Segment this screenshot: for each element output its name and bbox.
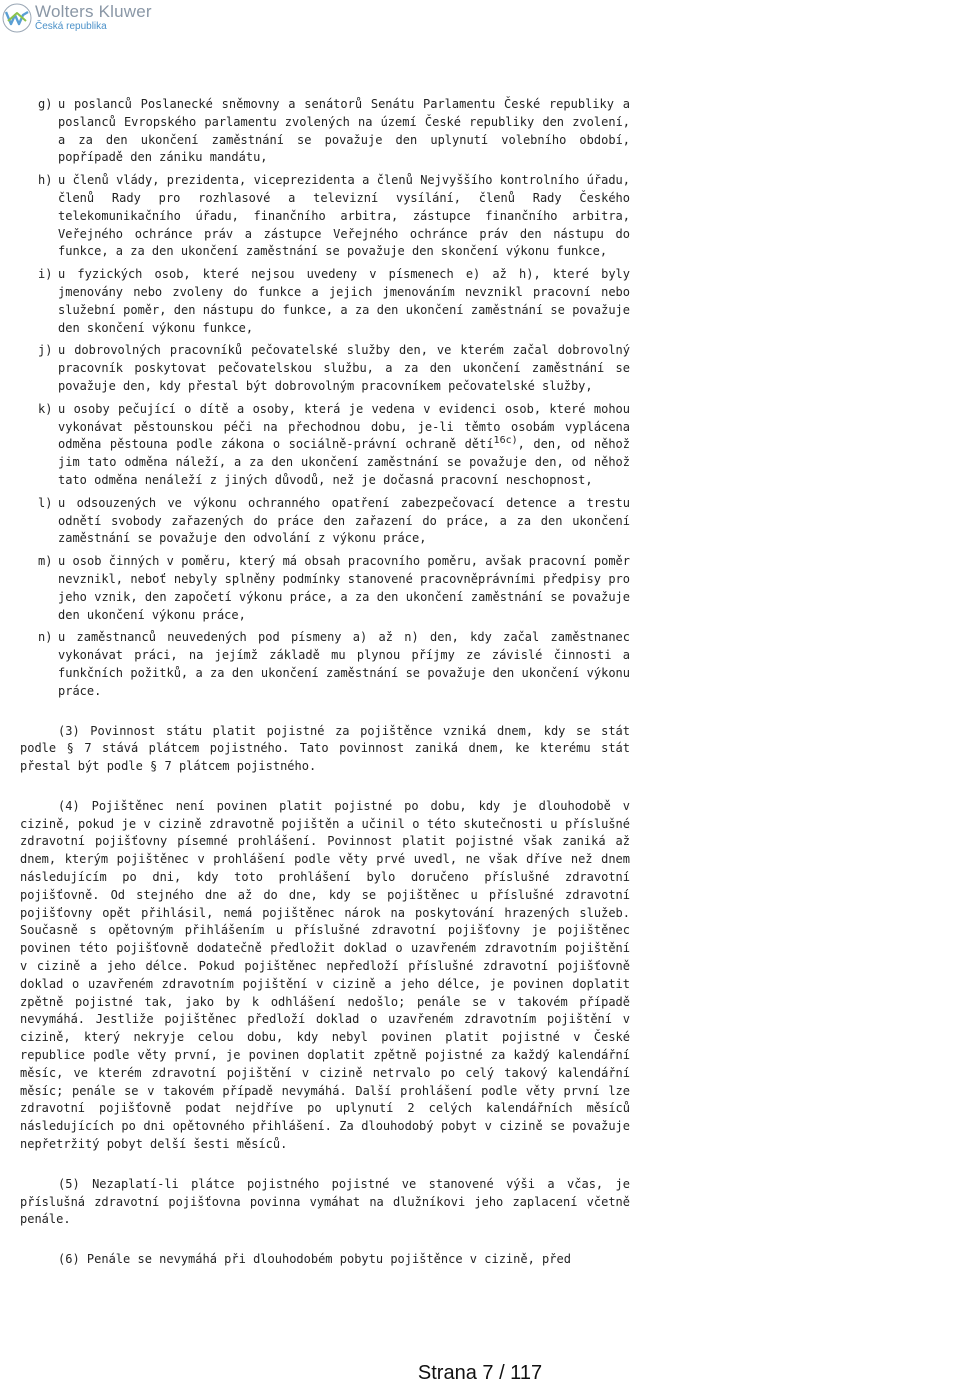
document-body bbox=[20, 96, 630, 1267]
publisher-logo bbox=[2, 3, 152, 37]
brand-name: Wolters Kluwer bbox=[35, 2, 152, 21]
paragraph-6: (6) Penále se nevymáhá při dlouhodobém pobytu pojištěnce v cizině, před bbox=[58, 1252, 571, 1267]
brand-region: Česká republika bbox=[35, 21, 107, 32]
item-label: k) bbox=[38, 401, 53, 416]
item-text: u poslanců Poslanecké sněmovny a senátorů Senátu Parlamentu České republiky a poslanců Evropského parlamentu zvolených na území České republiky den zvolení, a za den ukončení zaměstnání se považuje den uplynutí volebního období, popřípadě den zániku mandátu, bbox=[58, 97, 630, 165]
paragraph-4: (4) Pojištěnec není povinen platit pojistné po dobu, kdy je dlouhodobě v cizině, pokud je v cizině zdravotně pojištěn a učinil o této skutečnosti u příslušné zdravotní pojišťovny písemné prohlášení. Povinnost platit pojistné však zaniká až dnem, kterým pojištěnec v prohlášení podle věty prvé uvedl, ne však dříve než dnem následujícím po dni, kdy toto prohlášení bylo doručeno příslušné zdravotní pojišťovně. Od stejného dne až do dne, kdy se pojištěnec u příslušné zdravotní pojišťovny opět přihlásil, nemá pojištěnec nárok na poskytování hrazených služeb. Současně s opětovným přihlášením u příslušné zdravotní pojišťovny je pojištěnec povinen této pojišťovně dodatečně předložit doklad o uzavřeném zdravotním pojištění v cizině a jeho délce. Pokud pojištěnec nepředloží příslušné zdravotní pojišťovně doklad o uzavřeném zdravotním pojištění v cizině a jeho délce, je povinen doplatit zpětně pojistné tak, jako by k odhlášení nedošlo; penále se v takovém případě nevymáhá. Jestliže pojištěnec předloží doklad o uzavřeném zdravotním pojištění v cizině, který nekryje celou dobu, kdy nebyl povinen platit pojistné v České republice podle věty první, je povinen doplatit zpětně pojistné za každý kalendářní měsíc, ve kterém zdravotní pojištění v cizině netrvalo po celý takový kalendářní měsíc; penále se v takovém případě nevymáhá. Další prohlášení podle věty první lze zdravotní pojišťovně podat nejdříve po uplynutí 2 celých kalendářních měsíců následujících po dni opětovného přihlášení. Za dlouhodobý pobyt v cizině se považuje nepřetržitý pobyt delší šesti měsíců. bbox=[20, 798, 630, 1152]
item-text: u odsouzených ve výkonu ochranného opatření zabezpečovací detence a trestu odnětí svobody zařazených do práce den zařazení do práce, a za den ukončení zaměstnání se považuje den odvolání z výkonu práce, bbox=[58, 495, 630, 546]
footnote-reference[interactable]: 16c) bbox=[493, 435, 518, 447]
item-text: u zaměstnanců neuvedených pod písmeny a) až n) den, kdy začal zaměstnanec vykonávat práci, na jejímž základě mu plynou příjmy ze závislé činnosti a funkčních požitků, a za den ukončení zaměstnání se považuje den ukončení výkonu práce. bbox=[58, 630, 630, 698]
item-label: l) bbox=[38, 495, 53, 510]
item-label: j) bbox=[38, 343, 53, 358]
wolters-kluwer-emblem-icon bbox=[2, 3, 32, 33]
item-text: u členů vlády, prezidenta, viceprezidenta a členů Nejvyššího kontrolního úřadu, členů Rady pro rozhlasové a televizní vysílání, členů Rady Českého telekomunikačního úřadu, finančního arbitra, zástupce finančního arbitra, Veřejného ochránce práv a zástupce Veřejného ochránce práv den nástupu do funkce, a za den ukončení zaměstnání se považuje den skončení výkonu funkce, bbox=[58, 173, 630, 259]
item-text-continued: , den, od něhož jim tato odměna náleží, a za den ukončení zaměstnání se považuje den, od něhož tato odměna nenáleží z jiných důvodů, než je dočasná pracovní neschopnost, bbox=[58, 437, 630, 487]
list-item bbox=[20, 96, 630, 167]
item-text: u dobrovolných pracovníků pečovatelské služby den, ve kterém začal dobrovolný pracovník poskytovat pečovatelskou službu, a za den ukončení zaměstnání se považuje den, kdy přestal být dobrovolným pracovníkem pečovatelské služby, bbox=[58, 343, 630, 393]
item-label: h) bbox=[38, 173, 53, 188]
list-item bbox=[20, 495, 630, 548]
item-text: u osob činných v poměru, který má obsah pracovního poměru, avšak pracovní poměr nevznikl, neboť nebyly splněny podmínky stanovené pracovněprávními předpisy pro jeho vznik, den započetí výkonu práce, a za den ukončení zaměstnání se považuje den ukončení výkonu práce, bbox=[58, 554, 630, 622]
list-item bbox=[20, 342, 630, 395]
paragraph-5: (5) Nezaplatí-li plátce pojistného pojistné ve stanovené výši a včas, je příslušná zdravotní pojišťovna povinna vymáhat na dlužníkovi jeho zaplacení včetně penále. bbox=[20, 1176, 630, 1227]
list-item bbox=[20, 401, 630, 490]
list-item bbox=[20, 266, 630, 337]
paragraph-3: (3) Povinnost státu platit pojistné za pojištěnce vzniká dnem, kdy se stát podle § 7 stává plátcem pojistného. Tato povinnost zaniká dnem, ke kterému stát přestal být podle § 7 plátcem pojistného. bbox=[20, 723, 630, 774]
item-text: u fyzických osob, které nejsou uvedeny v písmenech e) až h), které byly jmenovány nebo zvoleny do funkce a jejich jmenováním nevznikl pracovní nebo služební poměr, den nástupu do funkce, a za den ukončení zaměstnání se považuje den skončení výkonu funkce, bbox=[58, 267, 630, 335]
item-label: m) bbox=[38, 554, 53, 569]
item-text: u osoby pečující o dítě a osoby, která je vedena v evidenci osob, které mohou vykonávat pěstounskou péči na přechodnou dobu, je-li těmto osobám vyplácena odměna pěstouna podle zákona o sociálně-právní ochraně dětí bbox=[58, 401, 630, 452]
item-label: g) bbox=[38, 97, 53, 111]
page-number: Strana 7 / 117 bbox=[417, 1362, 543, 1384]
item-label: i) bbox=[38, 267, 53, 282]
list-item bbox=[20, 629, 630, 700]
list-item bbox=[20, 172, 630, 261]
list-item bbox=[20, 553, 630, 624]
item-label: n) bbox=[38, 630, 53, 645]
